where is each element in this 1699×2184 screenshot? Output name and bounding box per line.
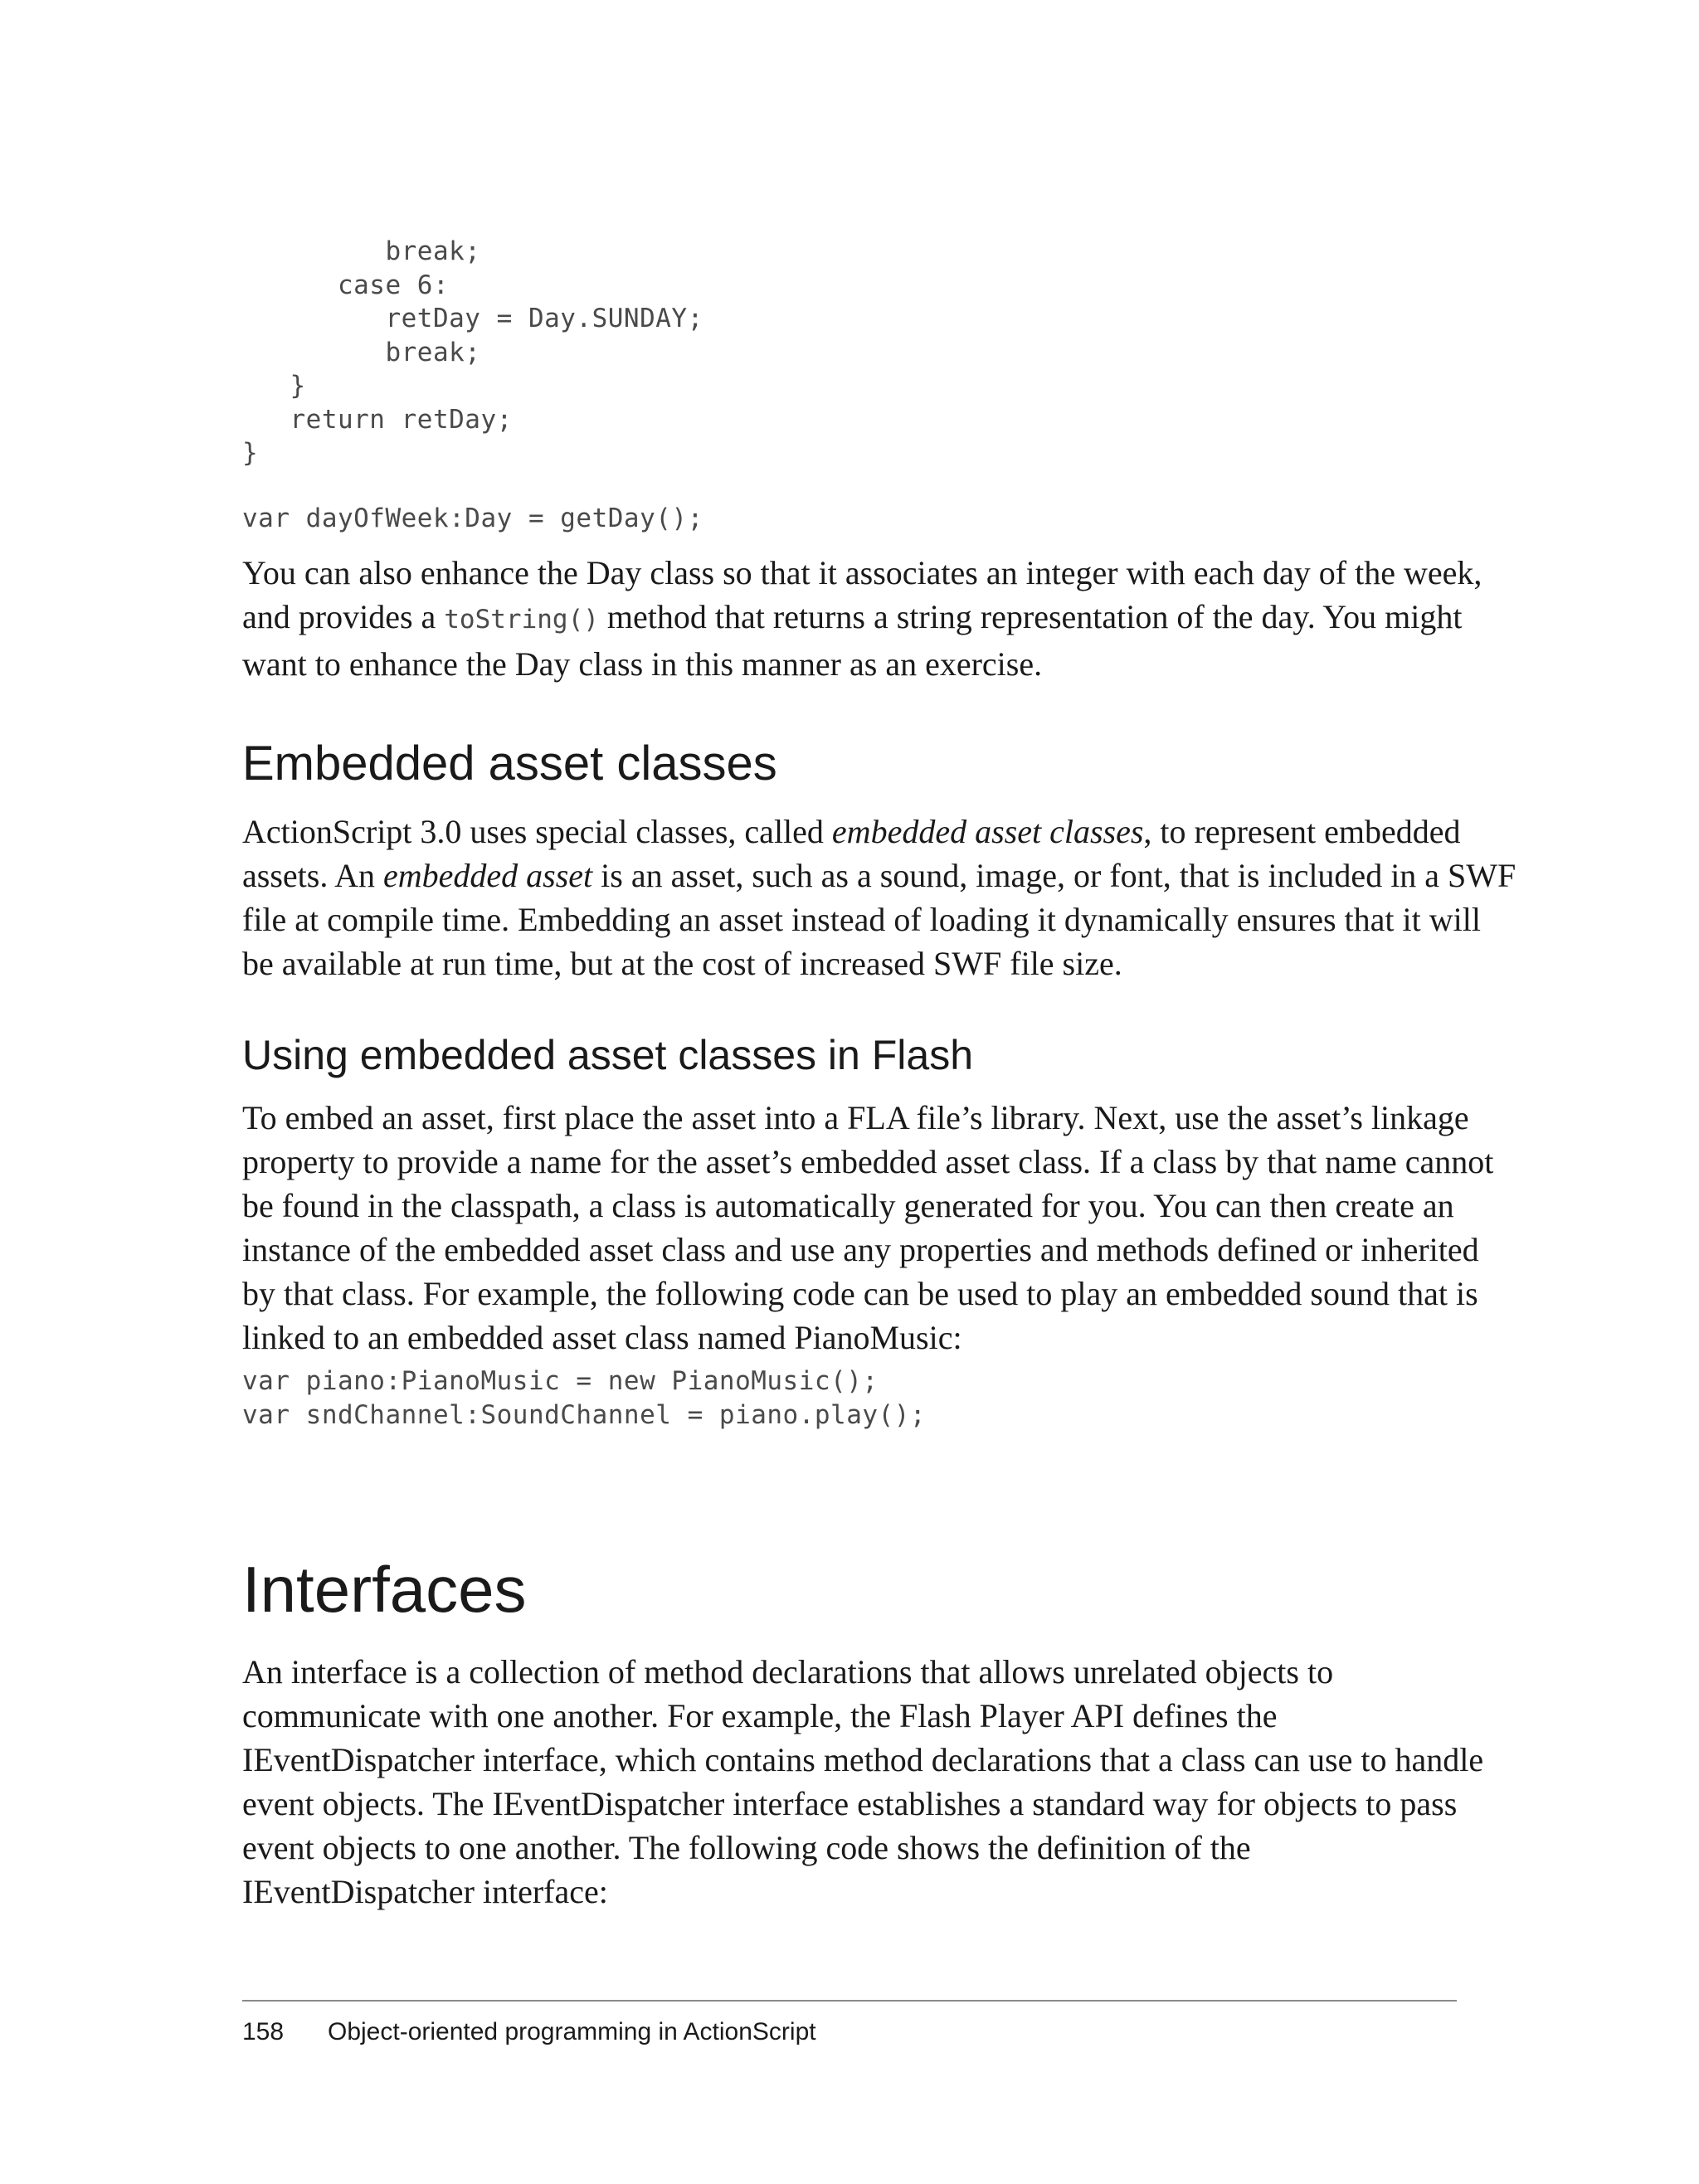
text-line: IEventDispatcher interface: [242,1873,608,1910]
text-line [242,595,1463,642]
footer-chapter-title: Object-oriented programming in ActionScript [328,2018,816,2045]
footer-divider [242,2000,1457,2002]
text-line: event objects. The IEventDispatcher interface establishes a standard way for objects to pass [242,1785,1458,1822]
text-line: file at compile time. Embedding an asset instead of loading it dynamically ensures that it will [242,901,1481,938]
text-line: want to enhance the Day class in this manner as an exercise. [242,645,1043,683]
text-span: assets. An [242,857,383,894]
text-span: ActionScript 3.0 uses special classes, called [242,813,832,850]
text-span: is an asset, such as a sound, image, or font, that is included in a SWF [592,857,1516,894]
text-span: and provides a [242,598,445,635]
emphasis-term: embedded asset classes [831,813,1144,850]
paragraph-day-class-enhance [242,551,1482,686]
text-line [242,854,1516,897]
text-line: communicate with one another. For example, the Flash Player API defines the [242,1697,1278,1734]
inline-code-tostring: toString() [444,605,599,635]
text-line: event objects to one another. The following code shows the definition of the [242,1829,1251,1866]
text-line: IEventDispatcher interface, which contains method declarations that a class can use to handle [242,1741,1484,1778]
heading-using-embedded-asset-classes-in-flash: Using embedded asset classes in Flash [242,1032,974,1078]
code-line-dayofweek: var dayOfWeek:Day = getDay(); [242,503,703,533]
text-line: property to provide a name for the asset’s embedded asset class. If a class by that name cannot [242,1143,1494,1180]
text-line: be found in the classpath, a class is automatically generated for you. You can then create an [242,1187,1454,1224]
heading-embedded-asset-classes: Embedded asset classes [242,737,777,790]
text-line: by that class. For example, the following code can be used to play an embedded sound that is [242,1275,1478,1312]
text-line: instance of the embedded asset class and use any properties and methods defined or inherited [242,1231,1479,1268]
emphasis-term: embedded asset [383,857,593,894]
code-block-piano-music: var piano:PianoMusic = new PianoMusic(); var sndChannel:SoundChannel = piano.play(); [242,1366,927,1430]
code-block-getday-end: break; case 6: retDay = Day.SUNDAY; break; } return retDay; } [242,236,703,468]
heading-interfaces: Interfaces [242,1553,527,1626]
text-span: method that returns a string representation of the day. You might [598,598,1463,635]
text-line: An interface is a collection of method declarations that allows unrelated objects to [242,1653,1334,1690]
text-line: be available at run time, but at the cost of increased SWF file size. [242,945,1122,982]
text-line: linked to an embedded asset class named PianoMusic: [242,1319,962,1356]
paragraph-interfaces-intro [242,1650,1484,1914]
text-line [242,810,1461,854]
text-span: , to represent embedded [1143,813,1461,850]
paragraph-embed-in-flash [242,1096,1494,1360]
page-number: 158 [242,2018,285,2045]
text-line: You can also enhance the Day class so that it associates an integer with each day of the week, [242,554,1482,591]
paragraph-embedded-asset-intro [242,810,1516,985]
text-line: To embed an asset, first place the asset into a FLA file’s library. Next, use the asset’s linkage [242,1099,1469,1136]
